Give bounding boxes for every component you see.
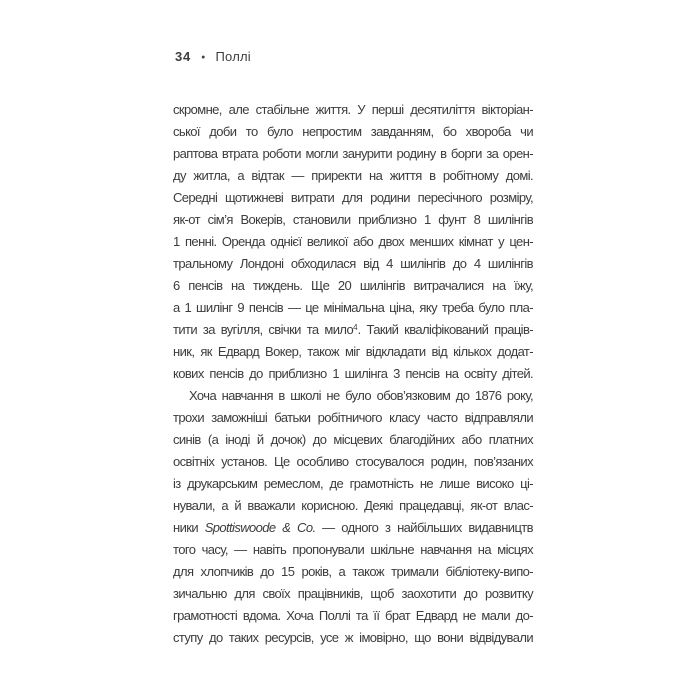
text-line: нували, а й вважали корисною. Деякі працедавці, як-от влас- [173,498,533,513]
separator-bullet-icon: ● [201,53,206,61]
text-line: ступу до таких ресурсів, усе ж імовірно, що вони відвідували [173,630,533,645]
text-line: як-от сім’я Вокерів, становили приблизно 1 фунт 8 шилінгів [173,212,533,227]
text-line: ду житла, а відтак — приректи на життя в робітному домі. [173,168,533,183]
running-title: Поллі [215,49,251,64]
page-number: 34 [175,49,192,64]
text-line: синів (а іноді й дочок) до місцевих благодійних або платних [173,432,533,447]
body-text [173,99,533,649]
text-line: ник, як Едвард Вокер, також міг відкладати від кількох додат- [173,344,533,359]
text-line: освітніх установ. Це особливо стосувалося родин, пов’язаних [173,454,533,469]
text-line: Хоча навчання в школі не було обов’язковим до 1876 року, [189,388,533,403]
text-line: а 1 шилінг 9 пенсів — це мінімальна ціна, яку треба було пла- [173,300,533,315]
text-line: раптова втрата роботи могли занурити родину в борги за орен- [173,146,533,161]
text-line: тити за вугілля, свічки та мило$^4$. Такий кваліфікований праців- [173,322,534,337]
text-line: скромне, але стабільне життя. У перші десятиліття вікторіан- [173,102,533,117]
text-line: того часу, — навіть пропонували шкільне навчання на місцях [173,542,533,557]
running-header [175,49,251,64]
text-line: 6 пенсів на тиждень. Ще 20 шилінгів витрачалися на їжу, [173,278,533,293]
text-line: ської доби то було непростим завданням, бо хвороба чи [173,124,533,139]
text-line: 1 пенні. Оренда однієї великої або двох менших кімнат у цен- [173,234,533,249]
text-line: кових пенсів до приблизно 1 шилінга 3 пенсів на освіту дітей. [173,366,533,381]
text-line: із друкарським ремеслом, де грамотність не лише високо ці- [173,476,533,491]
text-line: Середні щотижневі витрати для родини пересічного розміру, [173,190,533,205]
text-line: тральному Лондоні обходилася від 4 шилінгів до 4 шилінгів [173,256,533,271]
text-line: грамотності вдома. Хоча Поллі та її брат Едвард не мали до- [173,608,533,623]
text-line: ники Spottiswoode & Co. — одного з найбільших видавництв [173,520,533,535]
text-line: для хлопчиків до 15 років, а також тримали бібліотеку-випо- [173,564,533,579]
text-line: зичальню для своїх працівників, щоб заохотити до розвитку [173,586,533,601]
text-line: трохи заможніші батьки робітничого класу часто відправляли [173,410,533,425]
